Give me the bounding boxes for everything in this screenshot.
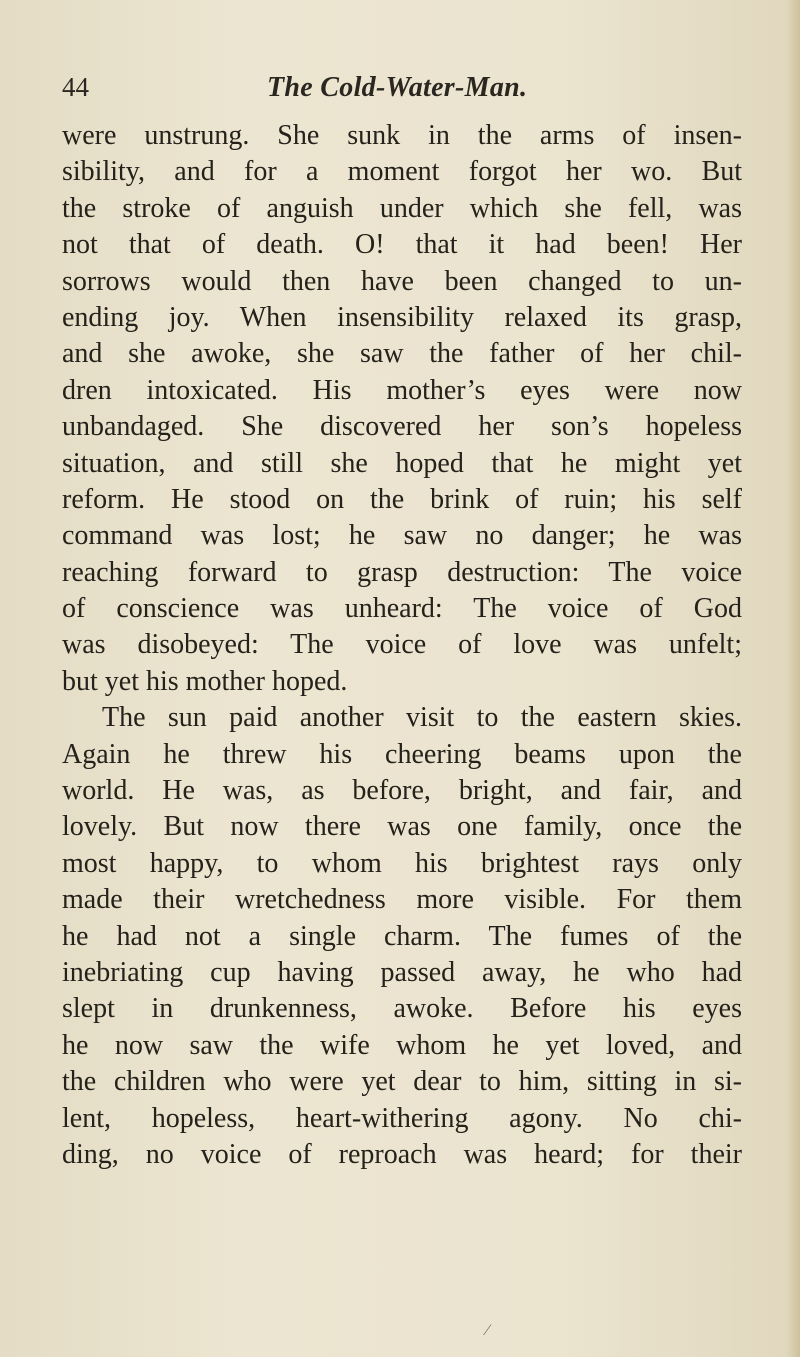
text-line: of conscience was unheard: The voice of God — [62, 593, 742, 625]
text-line: sorrows would then have been changed to un- — [62, 265, 742, 297]
text-line: most happy, to whom his brightest rays only — [62, 847, 742, 879]
text-line: he now saw the wife whom he yet loved, and — [62, 1029, 742, 1061]
text-line: ding, no voice of reproach was heard; for their — [62, 1138, 742, 1170]
text-line: Again he threw his cheering beams upon the — [62, 738, 742, 770]
text-line: he had not a single charm. The fumes of the — [62, 920, 742, 952]
text-line: slept in drunkenness, awoke. Before his eyes — [62, 993, 742, 1025]
text-line: was disobeyed: The voice of love was unfelt; — [62, 629, 742, 661]
text-line: reaching forward to grasp destruction: The voice — [62, 556, 742, 588]
text-line: dren intoxicated. His mother’s eyes were now — [62, 374, 742, 406]
page-edge-shadow — [786, 0, 800, 1357]
text-line: not that of death. O! that it had been! Her — [62, 229, 742, 261]
page-number: 44 — [62, 72, 89, 102]
text-line: the children who were yet dear to him, sitting in si- — [62, 1066, 742, 1098]
running-title: The Cold-Water-Man. — [267, 72, 528, 103]
text-line: reform. He stood on the brink of ruin; his self — [62, 483, 742, 515]
text-line: the stroke of anguish under which she fell, was — [62, 192, 742, 224]
text-line: were unstrung. She sunk in the arms of insen- — [62, 120, 742, 151]
text-line: unbandaged. She discovered her son’s hopeless — [62, 411, 742, 443]
text-line: lent, hopeless, heart-withering agony. No chi- — [62, 1102, 742, 1134]
text-line: lovely. But now there was one family, once the — [62, 811, 742, 843]
text-line: world. He was, as before, bright, and fair, and — [62, 775, 742, 807]
text-line: ending joy. When insensibility relaxed its grasp, — [62, 301, 742, 333]
text-line: situation, and still she hoped that he might yet — [62, 447, 742, 479]
text-line: and she awoke, she saw the father of her chil- — [62, 338, 742, 370]
body-text — [62, 118, 742, 1173]
text-line: sibility, and for a moment forgot her wo. But — [62, 156, 742, 188]
stray-mark: ⁄ — [486, 1322, 489, 1339]
paragraph-first-line: The sun paid another visit to the eastern skies. — [102, 702, 742, 734]
text-line: but yet his mother hoped. — [62, 665, 348, 697]
page-header — [62, 72, 742, 112]
text-line: inebriating cup having passed away, he who had — [62, 956, 742, 988]
text-line: made their wretchedness more visible. For them — [62, 884, 742, 916]
text-line: command was lost; he saw no danger; he was — [62, 520, 742, 552]
